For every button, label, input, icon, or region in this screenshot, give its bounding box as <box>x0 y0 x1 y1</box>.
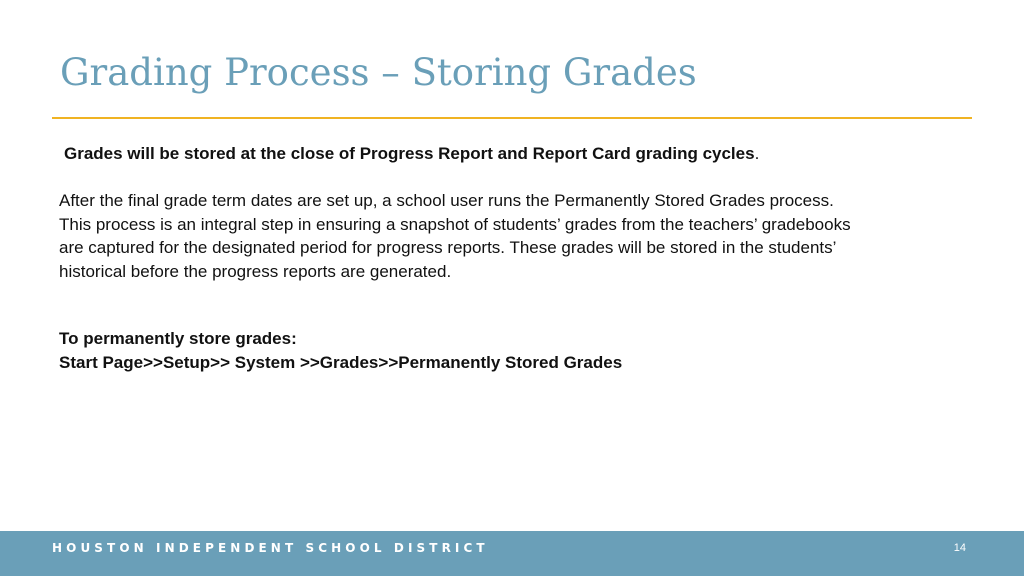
district-name: HOUSTON INDEPENDENT SCHOOL DISTRICT <box>52 541 489 555</box>
title-divider <box>52 117 972 119</box>
slide-title: Grading Process – Storing Grades <box>60 51 697 94</box>
description-line: After the final grade term dates are set up, a school user runs the Permanently Stored Grades process. <box>59 191 834 210</box>
store-grades-instructions <box>59 327 622 375</box>
description-line: This process is an integral step in ensuring a snapshot of students’ grades from the teachers’ gradebooks <box>59 214 851 234</box>
lead-bold-text: Grades will be stored at the close of Progress Report and Report Card grading cycles <box>64 144 755 163</box>
footer-bar <box>0 531 1024 576</box>
instructions-heading: To permanently store grades: <box>59 329 297 348</box>
lead-period: . <box>754 144 760 163</box>
lead-statement <box>64 143 759 165</box>
description-line: are captured for the designated period for progress reports. These grades will be stored in the students’ <box>59 238 837 257</box>
description-line: historical before the progress reports are generated. <box>59 261 452 281</box>
navigation-path: Start Page>>Setup>> System >>Grades>>Permanently Stored Grades <box>59 353 623 372</box>
page-number: 14 <box>953 542 966 554</box>
process-description <box>59 189 969 283</box>
